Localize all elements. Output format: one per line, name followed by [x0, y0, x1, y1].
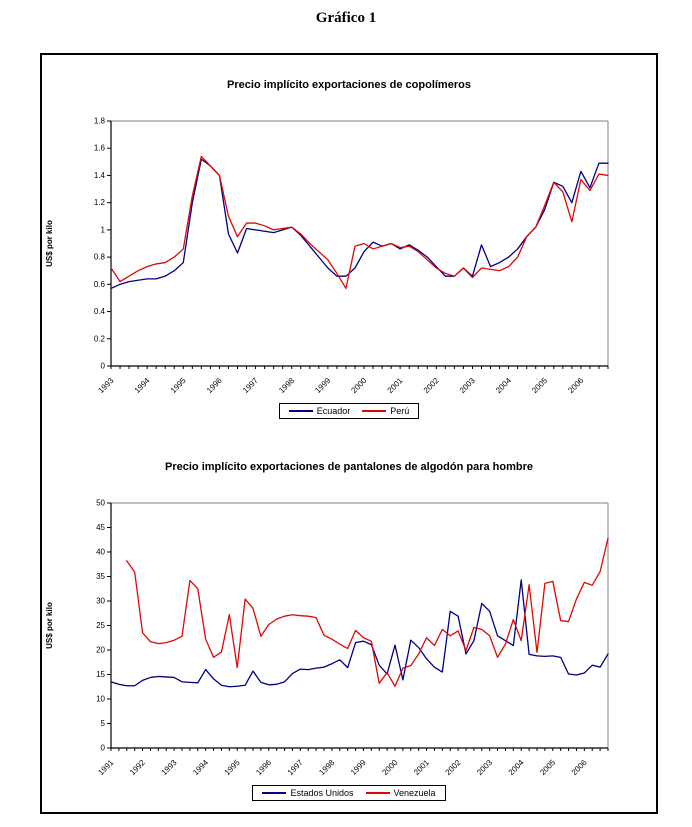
x-tick-label: 2002 [421, 376, 441, 395]
x-tick-label: 1992 [128, 758, 147, 777]
x-tick-label: 2003 [457, 376, 477, 395]
x-tick-label: 1994 [132, 376, 152, 395]
y-axis-title: US$ por kilo [45, 602, 54, 649]
y-tick-label: 40 [96, 547, 105, 557]
legend-label-estados-unidos: Estados Unidos [290, 788, 354, 798]
y-tick-label: 0.6 [93, 279, 105, 289]
y-tick-label: 45 [96, 523, 105, 532]
chart-title-copolimeros: Precio implícito exportaciones de copolímeros [227, 79, 471, 91]
y-tick-label: 0.2 [93, 334, 105, 344]
figure-border-box [40, 53, 658, 814]
x-tick-label: 1993 [159, 758, 179, 777]
legend-item-peru [362, 406, 409, 416]
legend-label-venezuela: Venezuela [393, 788, 436, 798]
y-tick-label: 1.6 [93, 143, 105, 153]
chart-plot-pantalones [41, 491, 657, 783]
x-tick-label: 1995 [168, 376, 188, 395]
x-tick-label: 1999 [313, 376, 333, 395]
x-tick-label: 2000 [380, 758, 400, 777]
x-tick-label: 1993 [96, 376, 116, 395]
y-tick-label: 1 [100, 225, 105, 235]
x-tick-label: 2005 [530, 376, 550, 395]
x-tick-label: 2004 [494, 376, 514, 395]
y-tick-label: 0 [100, 361, 105, 371]
series-line-venezuela [127, 538, 608, 686]
x-tick-label: 2002 [443, 758, 463, 777]
x-tick-label: 1997 [241, 376, 260, 395]
legend-label-peru: Perú [390, 406, 410, 416]
x-tick-label: 2003 [475, 758, 495, 777]
x-tick-label: 1998 [317, 758, 337, 777]
legend-item-ecuador [289, 406, 351, 416]
chart-plot-copolimeros [41, 109, 657, 401]
y-tick-label: 25 [96, 621, 105, 630]
chart-title-pantalones: Precio implícito exportaciones de pantalones de algodón para hombre [165, 461, 533, 473]
y-tick-label: 0.4 [93, 307, 105, 317]
line-swatch-ecuador [289, 410, 313, 412]
y-tick-label: 30 [96, 596, 105, 606]
line-swatch-estados-unidos [262, 792, 286, 794]
x-tick-label: 1998 [277, 376, 297, 395]
x-tick-label: 2001 [412, 758, 431, 777]
y-tick-label: 35 [96, 572, 105, 581]
x-tick-label: 2005 [538, 758, 558, 777]
y-tick-label: 1.8 [93, 116, 105, 126]
y-tick-label: 0.8 [93, 252, 105, 262]
y-tick-label: 0 [100, 743, 105, 753]
x-tick-label: 1994 [191, 758, 211, 777]
y-tick-label: 10 [96, 694, 105, 704]
x-tick-label: 1991 [96, 758, 116, 777]
x-tick-label: 1996 [204, 376, 224, 395]
line-swatch-peru [362, 410, 386, 412]
legend-pantalones [252, 785, 445, 801]
y-tick-label: 20 [96, 645, 105, 655]
legend-label-ecuador: Ecuador [316, 406, 351, 416]
x-tick-label: 2001 [385, 376, 405, 395]
x-tick-label: 1995 [222, 758, 242, 777]
y-axis-title: US$ por kilo [45, 220, 54, 267]
x-tick-label: 1996 [254, 758, 274, 777]
y-tick-label: 15 [96, 670, 105, 679]
x-tick-label: 2006 [566, 376, 586, 395]
x-tick-label: 2000 [349, 376, 369, 395]
line-swatch-venezuela [366, 792, 390, 794]
x-tick-label: 2006 [569, 758, 589, 777]
y-tick-label: 50 [96, 498, 105, 508]
chart-pantalones [42, 461, 656, 801]
x-tick-label: 2004 [506, 758, 526, 777]
series-line-ecuador [111, 159, 608, 288]
y-tick-label: 1.4 [93, 170, 105, 180]
y-tick-label: 5 [100, 719, 105, 728]
legend-item-venezuela [366, 788, 436, 798]
series-line-perú [111, 156, 608, 288]
x-tick-label: 1999 [348, 758, 368, 777]
document-title: Gráfico 1 [315, 10, 377, 26]
y-tick-label: 1.2 [93, 198, 105, 208]
legend-copolimeros [279, 403, 420, 419]
x-tick-label: 1997 [285, 758, 305, 777]
legend-item-estados-unidos [262, 788, 353, 798]
chart-copolimeros [42, 79, 656, 419]
